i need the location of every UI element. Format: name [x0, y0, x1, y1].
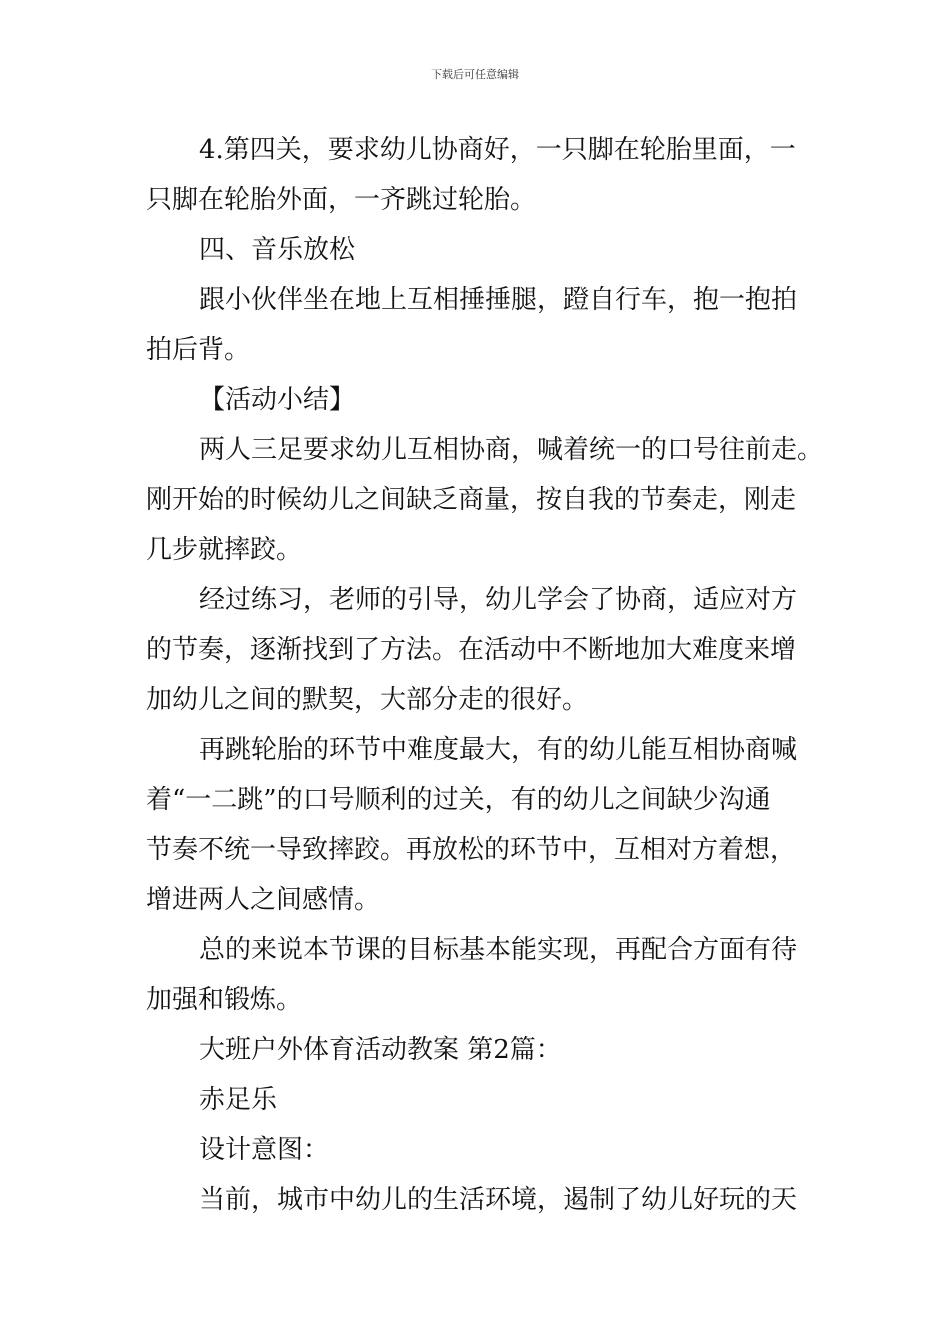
section-heading: 设计意图：: [199, 1135, 330, 1165]
text-line: 着“一二跳”的口号顺利的过关，有的幼儿之间缺少沟通: [146, 785, 771, 815]
section-heading: 大班户外体育活动教案 第2篇：: [199, 1035, 562, 1065]
text-line: 两人三足要求幼儿互相协商，喊着统一的口号往前走。: [199, 435, 824, 465]
text-line: 跟小伙伴坐在地上互相捶捶腿，蹬自行车，抱一抱拍: [199, 285, 798, 315]
text-line: 总的来说本节课的目标基本能实现，再配合方面有待: [199, 935, 798, 965]
section-heading: 四、音乐放松: [199, 235, 356, 265]
text-line: 只脚在轮胎外面，一齐跳过轮胎。: [146, 185, 537, 215]
section-heading: 赤足乐: [199, 1085, 278, 1115]
text-line: 节奏不统一导致摔跤。再放松的环节中，互相对方着想，: [146, 835, 797, 865]
text-line: 经过练习，老师的引导，幼儿学会了协商，适应对方: [199, 585, 798, 615]
section-heading: 【活动小结】: [199, 385, 356, 415]
text-line: 几步就摔跤。: [146, 535, 303, 565]
text-line: 增进两人之间感情。: [146, 885, 381, 915]
text-line: 的节奏，逐渐找到了方法。在活动中不断地加大难度来增: [146, 635, 797, 665]
text-line: 当前，城市中幼儿的生活环境，遏制了幼儿好玩的天: [199, 1185, 798, 1215]
text-line: 加强和锻炼。: [146, 985, 303, 1015]
text-line: 刚开始的时候幼儿之间缺乏商量，按自我的节奏走，刚走: [146, 485, 797, 515]
text-line: 加幼儿之间的默契，大部分走的很好。: [146, 685, 589, 715]
text-line: 4.第四关，要求幼儿协商好，一只脚在轮胎里面，一: [199, 135, 796, 165]
text-line: 拍后背。: [146, 335, 251, 365]
text-line: 再跳轮胎的环节中难度最大，有的幼儿能互相协商喊: [199, 735, 798, 765]
page-header: 下载后可任意编辑: [431, 68, 519, 81]
